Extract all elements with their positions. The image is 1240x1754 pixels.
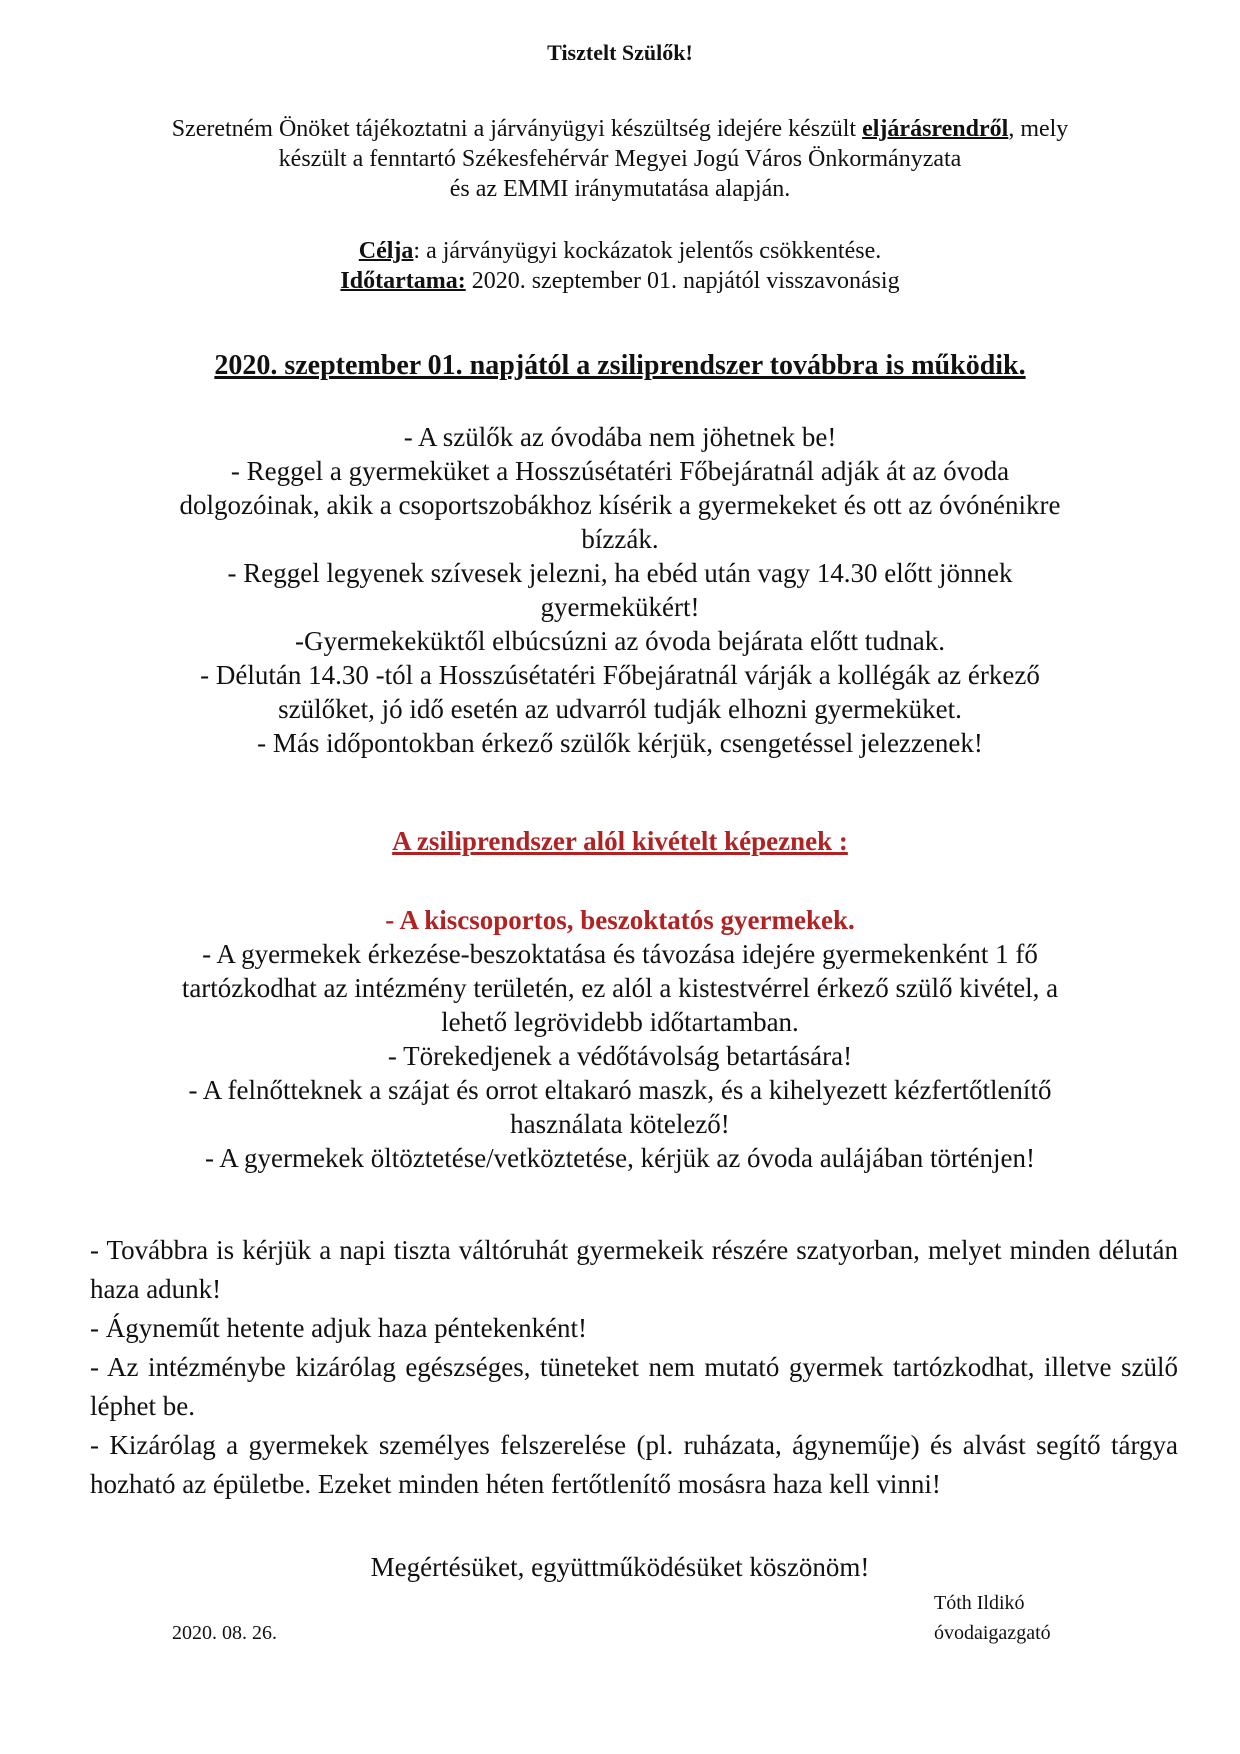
exception-line: - A gyermekek érkezése-beszoktatása és távozása idejére gyermekenként 1 fő	[202, 939, 1038, 969]
rule-line: - Reggel a gyermeküket a Hosszúsétatéri Főbejáratnál adják át az óvoda	[230, 456, 1010, 486]
signature-role: óvodaigazgató	[934, 1622, 1051, 1644]
rule-line: - Délután 14.30 -tól a Hosszúsétatéri Főbejáratnál várják a kollégák az érkező	[200, 660, 1040, 690]
exception-subheading: - A kiscsoportos, beszoktatós gyermekek.	[385, 905, 855, 935]
greeting-heading: Tisztelt Szülők!	[547, 40, 693, 65]
rules-list	[0, 420, 1240, 760]
purpose-block	[0, 236, 1240, 296]
exception-line: - A gyermekek öltöztetése/vetköztetése, kérjük az óvoda aulájában történjen!	[205, 1143, 1035, 1173]
rule-line: - Reggel legyenek szívesek jelezni, ha ebéd után vagy 14.30 előtt jönnek	[227, 558, 1013, 588]
rule-line: bízzák.	[581, 524, 659, 554]
rule-line: szülőket, jó idő esetén az udvarról tudják elhozni gyermeküket.	[278, 694, 962, 724]
intro-text-tail: , mely	[1008, 116, 1069, 142]
exception-line: - Törekedjenek a védőtávolság betartására!	[387, 1041, 853, 1071]
purpose-line	[0, 236, 1240, 266]
document-date: 2020. 08. 26.	[172, 1622, 277, 1644]
main-heading: 2020. szeptember 01. napjától a zsiliprendszer továbbra is működik.	[214, 350, 1026, 381]
purpose-label: Célja	[358, 238, 414, 264]
rule-line: dolgozóinak, akik a csoportszobákhoz kísérik a gyermekeket és ott az óvónénikre	[179, 490, 1061, 520]
notes-section	[90, 1231, 1178, 1504]
signature-name: Tóth Ildikó	[934, 1592, 1025, 1614]
intro-paragraph	[0, 114, 1240, 204]
exception-line: használata kötelező!	[510, 1109, 730, 1139]
rule-line: -Gyermekeküktől elbúcsúzni az óvoda bejárata előtt tudnak.	[294, 626, 945, 656]
note-paragraph: - Kizárólag a gyermekek személyes felszerelése (pl. ruházata, ágyneműje) és alvást segítő tárgya hozható az épületbe. Ezeket minden héten fertőtlenítő mosásra haza kell vinni!	[90, 1430, 1178, 1499]
rule-line: - Más időpontokban érkező szülők kérjük, csengetéssel jelezzenek!	[257, 728, 983, 758]
duration-label: Időtartama:	[340, 268, 466, 294]
note-paragraph: - Az intézménybe kizárólag egészséges, tüneteket nem mutató gyermek tartózkodhat, illetve szülő léphet be.	[90, 1352, 1178, 1421]
exception-list	[0, 937, 1240, 1175]
duration-line	[0, 266, 1240, 296]
exception-line: tartózkodhat az intézmény területén, ez alól a kistestvérrel érkező szülő kivétel, a	[181, 973, 1059, 1003]
rule-line: gyermekükért!	[540, 592, 700, 622]
intro-line-3: és az EMMI iránymutatása alapján.	[449, 176, 791, 202]
exception-line: - A felnőtteknek a szájat és orrot eltakaró maszk, és a kihelyezett kézfertőtlenítő	[188, 1075, 1052, 1105]
closing-line: Megértésüket, együttműködésüket köszönöm!	[370, 1552, 870, 1582]
intro-line-1	[0, 114, 1240, 144]
rule-line: - A szülők az óvodába nem jöhetnek be!	[403, 422, 837, 452]
exception-heading: A zsiliprendszer alól kivételt képeznek :	[392, 826, 848, 856]
procedure-keyword: eljárásrendről	[862, 116, 1009, 142]
exception-line: lehető legrövidebb időtartamban.	[441, 1007, 799, 1037]
purpose-text: : a járványügyi kockázatok jelentős csökkentése.	[413, 238, 882, 264]
note-paragraph: - Ágyneműt hetente adjuk haza péntekenként!	[90, 1313, 588, 1343]
intro-text: Szeretném Önöket tájékoztatni a járványügyi készültség idejére készült	[171, 116, 863, 142]
duration-text: 2020. szeptember 01. napjától visszavonásig	[465, 268, 900, 294]
note-paragraph: - Továbbra is kérjük a napi tiszta váltóruhát gyermekeik részére szatyorban, melyet minden délután haza adunk!	[90, 1235, 1178, 1304]
intro-line-2: készült a fenntartó Székesfehérvár Megyei Jogú Város Önkormányzata	[278, 146, 962, 172]
